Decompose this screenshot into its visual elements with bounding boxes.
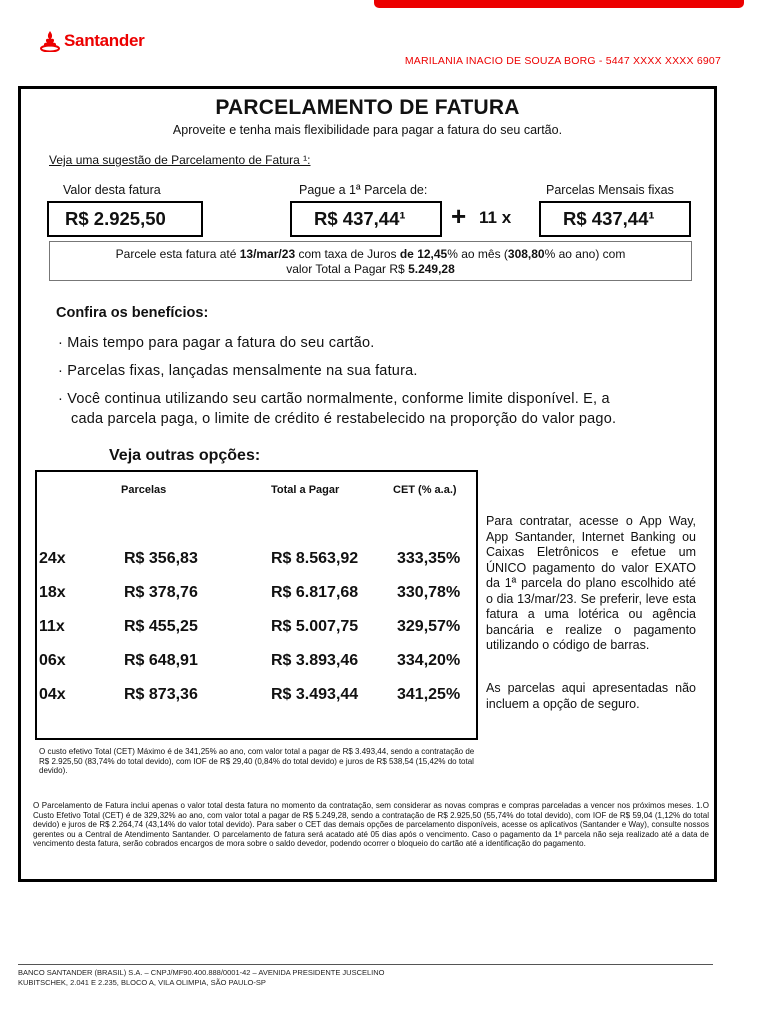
row-value: R$ 455,25 xyxy=(124,618,198,635)
row-cet: 329,57% xyxy=(397,618,461,635)
suggestion-label: Veja uma sugestão de Parcelamento de Fatura ¹: xyxy=(49,153,311,167)
options-table xyxy=(35,470,478,740)
table-row xyxy=(37,584,476,608)
row-value: R$ 356,83 xyxy=(124,550,198,567)
terms-text: Parcele esta fatura até xyxy=(115,247,240,261)
row-value: R$ 873,36 xyxy=(124,686,198,703)
col-header-total: Total a Pagar xyxy=(271,484,340,496)
table-row xyxy=(37,652,476,676)
row-count: 18x xyxy=(39,584,66,601)
offer-subtitle: Aproveite e tenha mais flexibilidade para pagar a fatura do seu cartão. xyxy=(172,123,563,137)
footer-line: KUBITSCHEK, 2.041 E 2.235, BLOCO A, VILA OLIMPIA, SÃO PAULO-SP xyxy=(18,978,266,987)
table-row xyxy=(37,686,476,710)
fixed-installment-box: R$ 437,44¹ xyxy=(539,201,691,237)
footer-address xyxy=(18,968,398,988)
table-row xyxy=(37,550,476,574)
col-header-installments: Parcelas xyxy=(121,484,167,496)
fixed-installments-label: Parcelas Mensais fixas xyxy=(546,183,674,197)
benefit-item xyxy=(58,389,616,429)
terms-monthly-rate: 12,45 xyxy=(417,247,448,261)
row-count: 06x xyxy=(39,652,66,669)
row-count: 04x xyxy=(39,686,66,703)
bill-value-box: R$ 2.925,50 xyxy=(47,201,203,237)
row-value: R$ 378,76 xyxy=(124,584,198,601)
row-cet: 341,25% xyxy=(397,686,461,703)
row-total: R$ 3.893,46 xyxy=(271,652,359,669)
terms-text: % ao mês ( xyxy=(447,247,508,261)
benefits-title: Confira os benefícios: xyxy=(56,305,209,321)
row-cet: 333,35% xyxy=(397,550,461,567)
row-cet: 330,78% xyxy=(397,584,461,601)
installment-count: 11 x xyxy=(479,208,512,227)
footer-line: BANCO SANTANDER (BRASIL) S.A. – CNPJ/MF90.400.888/0001-42 – AVENIDA PRESIDENTE JUSCELINO xyxy=(18,968,385,977)
row-count: 24x xyxy=(39,550,66,567)
benefit-text: cada parcela paga, o limite de crédito é restabelecido na proporção do valor pago. xyxy=(71,411,617,427)
terms-date: 13/mar/23 xyxy=(239,247,296,261)
terms-text: com taxa de Juros xyxy=(295,247,400,261)
top-accent-bar xyxy=(374,0,744,8)
card-holder-info: MARILANIA INACIO DE SOUZA BORG - 5447 XXXX XXXX 6907 xyxy=(404,55,721,67)
terms-text: % ao ano) com xyxy=(544,247,626,261)
row-total: R$ 3.493,44 xyxy=(271,686,359,703)
benefit-item: · Parcelas fixas, lançadas mensalmente na sua fatura. xyxy=(58,363,418,379)
row-cet: 334,20% xyxy=(397,652,461,669)
offer-title: PARCELAMENTO DE FATURA xyxy=(215,96,520,119)
how-to-contract-text: Para contratar, acesse o App Way, App Santander, Internet Banking ou Caixas Eletrônicos e efetue um ÚNICO pagamento do valor EXATO da 1ª parcela do plano escolhido até o dia 13/mar/23. Se preferir, leve esta fatura a uma lotérica ou agência bancária e realize o pagamento utilizando o código de barras. xyxy=(486,514,696,652)
cet-max-note: O custo efetivo Total (CET) Máximo é de 341,25% ao ano, com valor total a pagar de R$ 3.493,44, sendo a contratação de R$ 2.925,50 (83,74% do total devido), com IOF de R$ 29,40 (0,84% do total devido) e juros de R$ 538,54 (15,42% do total devido). xyxy=(39,747,475,775)
row-count: 11x xyxy=(39,618,65,635)
row-total: R$ 8.563,92 xyxy=(271,550,359,567)
terms-text: valor Total a Pagar R$ xyxy=(286,262,409,276)
flame-icon xyxy=(40,30,60,52)
row-total: R$ 5.007,75 xyxy=(271,618,359,635)
footer-divider xyxy=(18,964,713,965)
terms-box xyxy=(49,241,692,281)
row-value: R$ 648,91 xyxy=(124,652,198,669)
first-installment-label: Pague a 1ª Parcela de: xyxy=(299,183,428,197)
insurance-note: As parcelas aqui apresentadas não incluem a opção de seguro. xyxy=(486,681,696,711)
benefit-text: · Você continua utilizando seu cartão normalmente, conforme limite disponível. E, a xyxy=(58,391,610,407)
terms-yearly-rate: 308,80 xyxy=(507,247,545,261)
terms-total: 5.249,28 xyxy=(408,262,455,276)
logo-text: Santander xyxy=(64,31,145,50)
santander-logo xyxy=(40,28,144,54)
bill-value-label: Valor desta fatura xyxy=(63,183,161,197)
row-total: R$ 6.817,68 xyxy=(271,584,359,601)
options-title: Veja outras opções: xyxy=(109,447,261,464)
installment-offer-frame xyxy=(18,86,717,882)
table-row xyxy=(37,618,476,642)
first-installment-box: R$ 437,44¹ xyxy=(290,201,442,237)
col-header-cet: CET (% a.a.) xyxy=(393,484,457,496)
legal-disclaimer: O Parcelamento de Fatura inclui apenas o valor total desta fatura no momento da contratação, sem considerar as novas compras e compras parceladas a vencer nos próximos meses. 1.O Custo Efetivo Total (CET) é de 329,32% ao ano, com valor total a pagar de R$ 5.249,28, sendo a contratação de R$ 2.925,50 (55,74% do total devido), com IOF de R$ 59,04 (1,12% do total devido) e juros de R$ 2.264,74 (43,14% do valor total devido). Para saber o CET das demais opções de parcelamento disponíveis, acesse os aplicativos (Santander e Way), consulte nossos gerentes ou a Central de Atendimento Santander. O parcelamento de fatura será acatado até 05 dias após o vencimento. Caso o pagamento da 1ª parcela não seja realizado até a data de vencimento desta fatura, serão cobrados encargos de mora sobre o saldo devedor, podendo ocorrer o bloqueio do cartão até a identificação do pagamento. xyxy=(33,801,709,849)
terms-text: de xyxy=(399,247,418,261)
plus-sign: + xyxy=(451,201,467,231)
benefit-item: · Mais tempo para pagar a fatura do seu cartão. xyxy=(58,335,375,351)
